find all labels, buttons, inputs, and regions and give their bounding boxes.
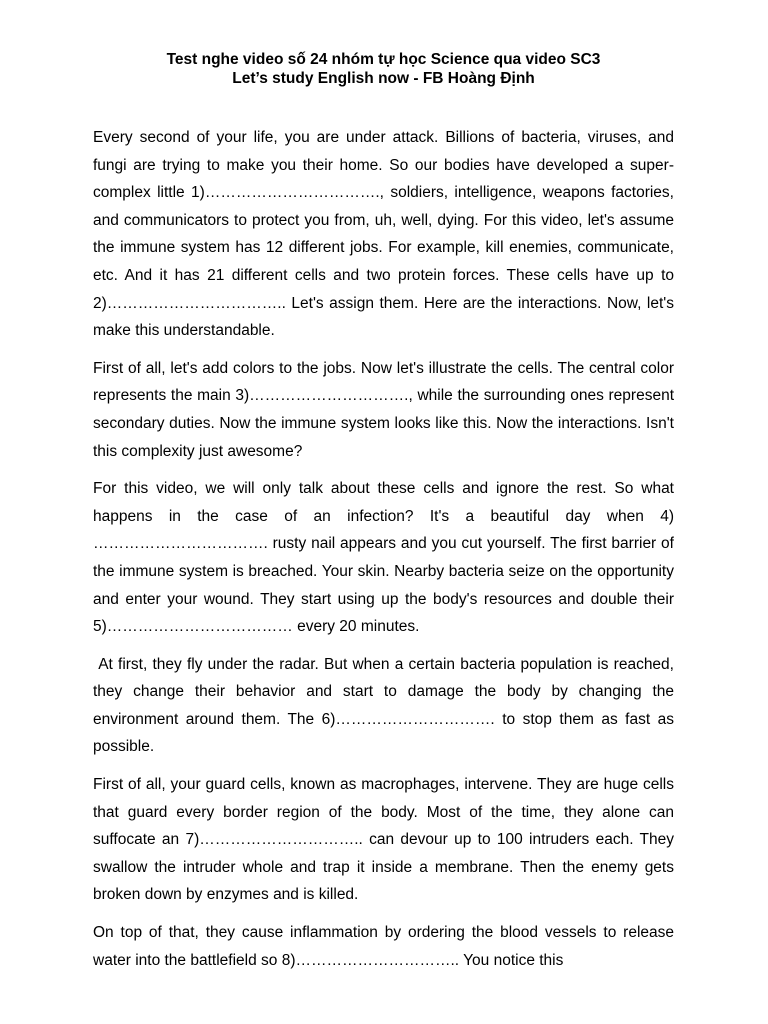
document-title bbox=[93, 50, 674, 88]
paragraph-3: For this video, we will only talk about these cells and ignore the rest. So what happens in the case of an infection? It's a beautiful day when 4) ……………………………. rusty nail appears and you cut yourself. The first barrier of the immune system is breached. Your skin. Nearby bacteria seize on the opportunity and enter your wound. They start using up the body's resources and double their 5)……………………………… every 20 minutes. bbox=[93, 480, 674, 636]
paragraph-4: At first, they fly under the radar. But when a certain bacteria population is reached, they change their behavior and start to damage the body by changing the environment around them. The 6)…………………………. to stop them as fast as possible. bbox=[93, 655, 679, 756]
document-body bbox=[93, 124, 679, 974]
paragraph-5: First of all, your guard cells, known as macrophages, intervene. They are huge cells that guard every border region of the body. Most of the time, they alone can suffocate an 7)………………………….. can devour up to 100 intruders each. They swallow the intruder whole and trap it inside a membrane. Then the enemy gets broken down by enzymes and is killed. bbox=[93, 776, 674, 904]
paragraph-1: Every second of your life, you are under attack. Billions of bacteria, viruses, and fungi are trying to make you their home. So our bodies have developed a super-complex little 1)……………………………., soldiers, intelligence, weapons factories, and communicators to protect you from, uh, well, dying. For this video, let's assume the immune system has 12 different jobs. For example, kill enemies, communicate, etc. And it has 21 different cells and two protein forces. These cells have up to 2)…………………………….. Let's assign them. Here are the interactions. Now, let's make this understandable. bbox=[93, 129, 674, 340]
title-line-1: Test nghe video số 24 nhóm tự học Science qua video SC3 bbox=[166, 51, 601, 68]
paragraph-6: On top of that, they cause inflammation by ordering the blood vessels to release water into the battlefield so 8)………………………….. You notice this bbox=[93, 924, 674, 969]
document-page bbox=[93, 50, 679, 974]
paragraph-2: First of all, let's add colors to the jobs. Now let's illustrate the cells. The central color represents the main 3)…………………………., while the surrounding ones represent secondary duties. Now the immune system looks like this. Now the interactions. Isn't this complexity just awesome? bbox=[93, 359, 674, 460]
title-line-2: Let’s study English now - FB Hoàng Định bbox=[232, 70, 535, 87]
